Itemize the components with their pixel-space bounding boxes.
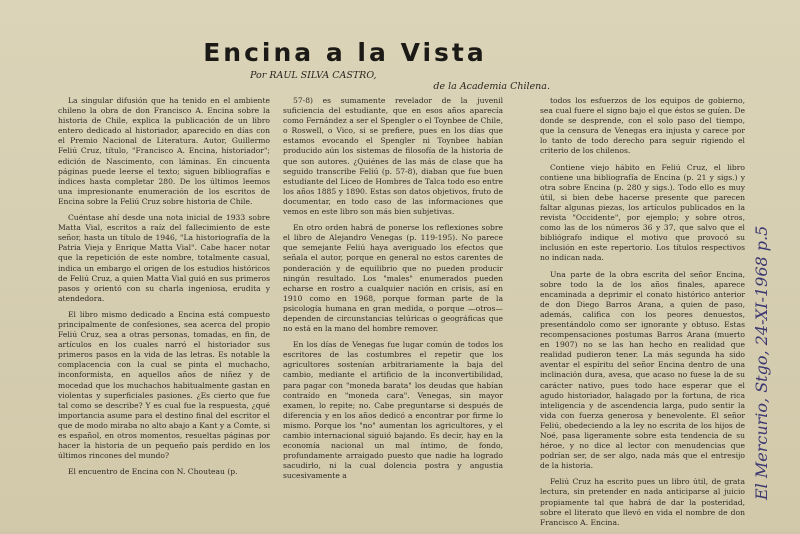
paragraph: El libro mismo dedicado a Encina está compuesto principalmente de confesiones, sea acerca del propio Feliú Cruz, sea a otras personas, tomadas, en fin, de artículos en los cuales narró el historiador sus primeros pasos en la vida de las letras. Es notable la complacencia con la cual se pinta el muchacho, inconformista, en aquellos años de niñez y de mocedad que los muchachos habitualmente gastan en violentas y superficiales pasiones. ¿Es cierto que fue tal como se describe? Y es cual fue la respuesta, ¿qué importancia asume para el destino final del escritor el que de modo miraba no alto abajo a Kant y a Comte, si es español, en otros momentos, resueltas páginas por hacer la historia de un pequeño país perdido en los últimos rincones del mundo?	[58, 309, 270, 461]
article-title: Encina a la Vista	[203, 38, 487, 67]
paragraph: Feliú Cruz ha escrito pues un libro útil, de grata lectura, sin pretender en nada anticiparse al juicio propiamente tal que habrá de dar la posteridad, sobre el literato que llevó en vida el nombre de don Francisco A. Encina.	[540, 477, 745, 527]
byline-prefix: Por	[250, 70, 267, 81]
text-column-2	[283, 96, 503, 487]
text-column-1	[58, 96, 270, 483]
paragraph: En otro orden habrá de ponerse los reflexiones sobre el libro de Alejandro Venegas (p. 119-195). No parece que semejante Feliú haya averiguado los efectos que señala el autor, porque en general no estos carentes de ponderación y de equilibrio que no pueden producir ningún resultado. Los "males" enumerados pueden echarse en rostro a cualquier nación en crisis, así en 1910 como en 1968, porque forman parte de la psicología humana en gran medida, o porque —otros— dependen de circunstancias telúricas o geográficas que no está en la mano del hombre remover.	[283, 223, 503, 334]
paragraph: El encuentro de Encina con N. Chouteau (p.	[68, 467, 238, 477]
author-name: RAUL SILVA CASTRO,	[269, 70, 377, 81]
paragraph: En los días de Venegas fue lugar común de todos los escritores de las costumbres el repetir que los agricultores sostenían arbitrariamente la baja del cambio, mediante el artificio de la inconvertibilidad, para pagar con "moneda barata" los deudas que habían contraído en "moneda cara". Venegas, sin mayor examen, lo repite; no. Cabe preguntarse si después de diferencia y en los años dedicó a encontrar por firme lo mismo. Porque los "no" aumentan los agricultores, y el cambio internacional siguió bajando. Es decir, hay en la economía nacional un mal íntimo, de fondo, profundamente arraigado puesto que nadie ha logrado sacudirlo, ni la cual dolencia postra y angustia sucesivamente a	[283, 340, 503, 481]
paragraph: Una parte de la obra escrita del señor Encina, sobre todo la de los años finales, aparece encaminada a deprimir el conato histórico anterior de don Diego Barros Arana, a quien de paso, además, califica con los peores denuestos, presentándolo como ser ignorante y obtuso. Estas recompensaciones postumas Barros Arana (muerto en 1907) no se las han hecho en realidad que realidad pudieron tener. La más segunda ha sido aventar el espíritu del señor Encina dentro de una inclinación dura, avesa, que acaso no fuese la de su carácter nativo, pues todo hace esperar que el agudo historiador, halagado por la fortuna, de rica inteligencia y de ascendencia larga, pudo sentir la vida con fuerza generosa y benevolente. El señor Feliú, obedeciendo a la ley no escrita de los hijos de Noé, pasa ligeramente sobre esta tendencia de su héroe, y no dice al lector con menudencias que podrían ser, de ser algo, nada más que el entresijo de la historia.	[540, 269, 745, 471]
text-column-3	[540, 96, 745, 534]
paragraph: todos los esfuerzos de los equipos de gobierno, sea cual fuere el signo bajo el que éstos se guíen. De donde se desprende, con el solo paso del tiempo, que la censura de Venegas era injusta y carece por lo tanto de todo derecho para seguir rigiendo el criterio de los chilenos.	[540, 96, 745, 156]
author-affiliation: de la Academia Chilena.	[433, 81, 550, 92]
paragraph: Contiene viejo hábito en Feliú Cruz, el libro contiene una bibliografía de Encina (p. 21 y sigs.) y otra sobre Encina (p. 280 y sigs.). Todo ello es muy útil, si bien debe hacerse presente que parecen faltar algunas piezas, los artículos publicados en la revista "Occidente", por ejemplo; y sobre otros, como las de los números 36 y 37, que salvo que el bibliógrafo indique el motivo que provocó su inclusión en este repertorio. Los títulos respectivos no indican nada.	[540, 162, 745, 263]
byline	[250, 70, 550, 92]
paragraph: La singular difusión que ha tenido en el ambiente chileno la obra de don Francisco A. Encina sobre la historia de Chile, explica la publicación de un libro entero dedicado al historiador, aparecido en días con el Premio Nacional de Literatura. Autor, Guillermo Feliú Cruz, título, "Francisco A. Encina, historiador"; edición de Nascimento, con láminas. En cincuenta páginas puede leerse el texto; siguen bibliografías e índices hasta completar 280. De los últimos leemos una impresionante enumeración de los escritos de Encina sobre la Feliú Cruz sobre historia de Chile.	[58, 96, 270, 206]
paragraph: 57-8) es sumamente revelador de la juvenil suficiencia del estudiante, que en esos años aparecía como Fernández a ser el Spengler o el Toynbee de Chile, o Roswell, o Vico, si se prefiere, pues en los días que estamos evocando el Spengler ni Toynbee habían producido aún los sistemas de filosofía de la historia de que son autores. ¿Quiénes de las más de clase que ha seguido transcribe Feliú (p. 57-8), diaban que fue buen estudiante del Liceo de Hombres de Talca todo eso entre los años 1885 y 1890. Estas son datos objetivos, fruto de documentar, en todo caso de las informaciones que vemos en este libro son más bien subjetivas.	[283, 96, 503, 217]
paragraph: Cuéntase ahí desde una nota inicial de 1933 sobre Matta Vial, escritos a raíz del fallecimiento de este señor, hasta un título de 1946, "La historiografía de la Patria Vieja y Enrique Matta Vial". Cabe hacer notar que la repetición de este nombre, totalmente casual, indica un embargo el origen de los estudios históricos de Feliú Cruz, a quien Matta Vial guió en sus primeros pasos y orientó con su charla ingeniosa, erudita y atendedora.	[58, 213, 270, 303]
handwritten-source-note: El Mercurio, Stgo, 24-XI-1968 p.5	[752, 225, 771, 500]
